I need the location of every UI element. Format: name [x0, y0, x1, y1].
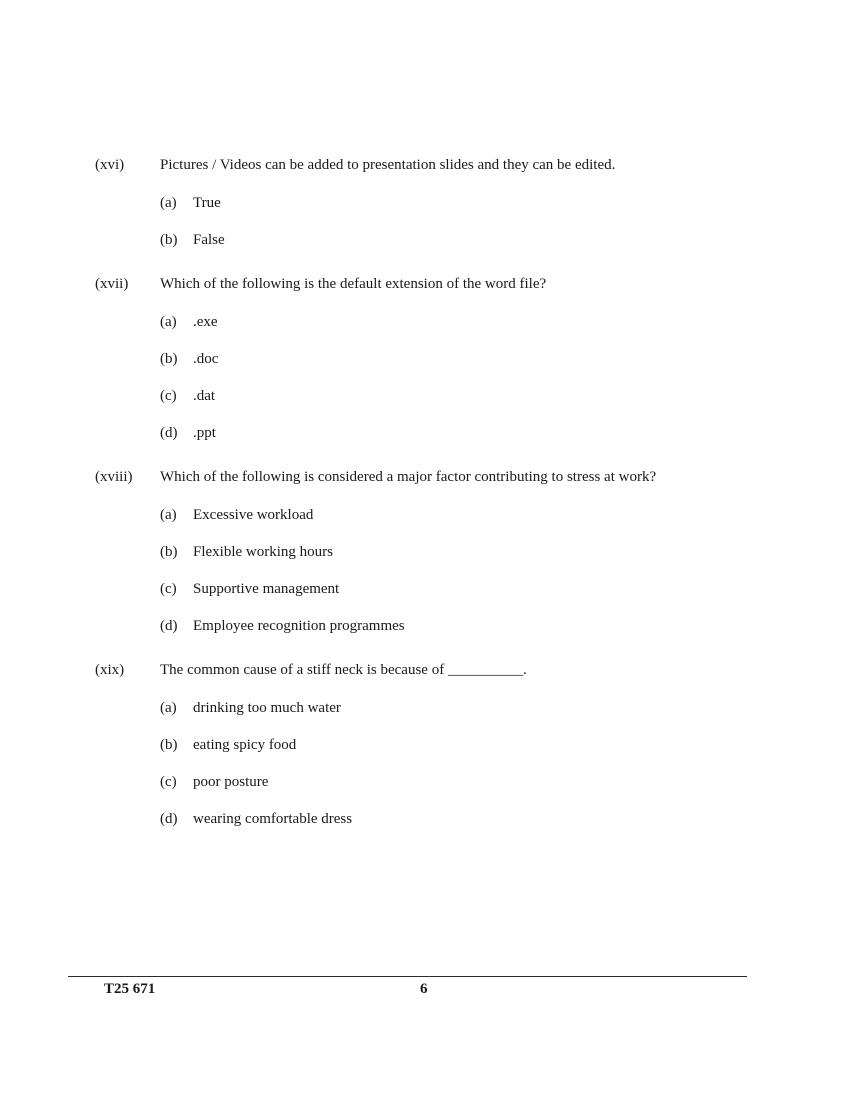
footer-rule: [68, 976, 747, 998]
option-text: True: [193, 195, 221, 211]
option-letter: (a): [160, 507, 177, 523]
option-a: [160, 502, 690, 529]
option-text: drinking too much water: [193, 700, 341, 716]
option-letter: (d): [160, 811, 178, 827]
option-c: [160, 576, 690, 603]
option-text: .doc: [193, 351, 219, 367]
option-letter: (c): [160, 388, 177, 404]
option-c: [160, 383, 690, 410]
option-text: Employee recognition programmes: [193, 618, 405, 634]
footer-code: T25 671: [104, 981, 156, 997]
options-list: [160, 695, 690, 833]
option-a: [160, 190, 690, 217]
option-text: Flexible working hours: [193, 544, 333, 560]
option-letter: (a): [160, 314, 177, 330]
question-numeral: (xviii): [95, 469, 133, 485]
option-letter: (c): [160, 774, 177, 790]
option-letter: (b): [160, 351, 178, 367]
option-b: [160, 227, 690, 254]
question-xix: [95, 657, 690, 833]
question-xviii: [95, 464, 690, 640]
question-numeral: (xix): [95, 662, 125, 678]
option-b: [160, 539, 690, 566]
footer: [68, 977, 747, 998]
question-text: Which of the following is considered a major factor contributing to stress at work?: [160, 469, 657, 485]
option-letter: (b): [160, 737, 178, 753]
option-letter: (a): [160, 195, 177, 211]
option-letter: (d): [160, 425, 178, 441]
option-a: [160, 695, 690, 722]
page-number: 6: [420, 981, 428, 997]
question-xvi: [95, 152, 690, 254]
option-letter: (c): [160, 581, 177, 597]
option-b: [160, 732, 690, 759]
option-text: Excessive workload: [193, 507, 314, 523]
option-letter: (a): [160, 700, 177, 716]
option-d: [160, 420, 690, 447]
option-d: [160, 806, 690, 833]
option-c: [160, 769, 690, 796]
options-list: [160, 190, 690, 254]
option-text: .exe: [193, 314, 218, 330]
options-list: [160, 502, 690, 640]
option-d: [160, 613, 690, 640]
option-text: .dat: [193, 388, 216, 404]
option-text: Supportive management: [193, 581, 340, 597]
option-b: [160, 346, 690, 373]
question-numeral: (xvii): [95, 276, 129, 292]
question-text: The common cause of a stiff neck is because of __________.: [160, 662, 527, 678]
option-text: poor posture: [193, 774, 269, 790]
option-text: wearing comfortable dress: [193, 811, 353, 827]
options-list: [160, 309, 690, 447]
option-letter: (b): [160, 544, 178, 560]
question-text: Which of the following is the default extension of the word file?: [160, 276, 547, 292]
option-text: .ppt: [193, 425, 216, 441]
option-letter: (b): [160, 232, 178, 248]
option-letter: (d): [160, 618, 178, 634]
option-text: eating spicy food: [193, 737, 297, 753]
question-xvii: [95, 271, 690, 447]
question-text: Pictures / Videos can be added to presentation slides and they can be edited.: [160, 157, 616, 173]
question-numeral: (xvi): [95, 157, 125, 173]
option-a: [160, 309, 690, 336]
option-text: False: [193, 232, 225, 248]
